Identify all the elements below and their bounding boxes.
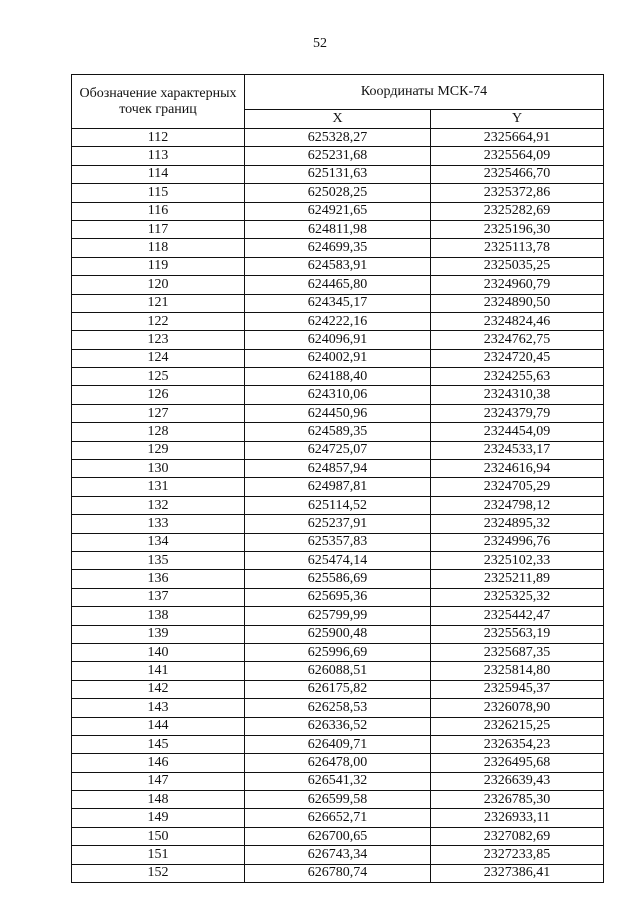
x-coordinate-cell: 624188,40 (245, 368, 431, 386)
y-coordinate-cell: 2325282,69 (431, 202, 604, 220)
table-row (72, 864, 604, 882)
table-row (72, 496, 604, 514)
table-row (72, 515, 604, 533)
x-coordinate-cell: 625586,69 (245, 570, 431, 588)
point-number-cell: 145 (72, 735, 245, 753)
point-number-cell: 124 (72, 349, 245, 367)
x-coordinate-cell: 625237,91 (245, 515, 431, 533)
y-coordinate-cell: 2326785,30 (431, 791, 604, 809)
table-row (72, 680, 604, 698)
y-coordinate-cell: 2325687,35 (431, 643, 604, 661)
point-number-cell: 117 (72, 220, 245, 238)
point-number-cell: 143 (72, 699, 245, 717)
point-number-cell: 115 (72, 184, 245, 202)
y-coordinate-cell: 2325664,91 (431, 129, 604, 147)
table-row (72, 662, 604, 680)
point-number-cell: 138 (72, 607, 245, 625)
y-coordinate-cell: 2324895,32 (431, 515, 604, 533)
x-coordinate-cell: 624699,35 (245, 239, 431, 257)
table-row (72, 312, 604, 330)
table-row (72, 827, 604, 845)
y-coordinate-cell: 2326933,11 (431, 809, 604, 827)
y-column-header: Y (431, 110, 604, 129)
y-coordinate-cell: 2324798,12 (431, 496, 604, 514)
x-coordinate-cell: 625114,52 (245, 496, 431, 514)
x-coordinate-cell: 626088,51 (245, 662, 431, 680)
table-row (72, 588, 604, 606)
x-coordinate-cell: 624450,96 (245, 404, 431, 422)
point-number-cell: 118 (72, 239, 245, 257)
table-row (72, 791, 604, 809)
x-coordinate-cell: 624583,91 (245, 257, 431, 275)
table-row (72, 460, 604, 478)
table-row (72, 147, 604, 165)
x-coordinate-cell: 626700,65 (245, 827, 431, 845)
x-coordinate-cell: 624987,81 (245, 478, 431, 496)
point-number-cell: 148 (72, 791, 245, 809)
point-number-cell: 137 (72, 588, 245, 606)
table-row (72, 184, 604, 202)
y-coordinate-cell: 2325113,78 (431, 239, 604, 257)
point-number-cell: 139 (72, 625, 245, 643)
table-row (72, 276, 604, 294)
page-number: 52 (313, 36, 327, 51)
x-coordinate-cell: 624811,98 (245, 220, 431, 238)
point-number-cell: 134 (72, 533, 245, 551)
point-number-cell: 140 (72, 643, 245, 661)
y-coordinate-cell: 2325196,30 (431, 220, 604, 238)
point-column-header: Обозначение характерных точек границ (72, 75, 245, 129)
table-row (72, 607, 604, 625)
x-coordinate-cell: 626409,71 (245, 735, 431, 753)
point-number-cell: 132 (72, 496, 245, 514)
x-coordinate-cell: 625900,48 (245, 625, 431, 643)
point-number-cell: 135 (72, 551, 245, 569)
y-coordinate-cell: 2325035,25 (431, 257, 604, 275)
table-row (72, 717, 604, 735)
table-row (72, 570, 604, 588)
table-row (72, 386, 604, 404)
coordinates-table (71, 74, 604, 883)
point-number-cell: 121 (72, 294, 245, 312)
y-coordinate-cell: 2327082,69 (431, 827, 604, 845)
point-number-cell: 147 (72, 772, 245, 790)
table-row (72, 368, 604, 386)
table-row (72, 699, 604, 717)
x-coordinate-cell: 625028,25 (245, 184, 431, 202)
x-coordinate-cell: 624725,07 (245, 441, 431, 459)
table-row (72, 809, 604, 827)
table-row (72, 625, 604, 643)
table-row (72, 754, 604, 772)
y-coordinate-cell: 2325563,19 (431, 625, 604, 643)
x-coordinate-cell: 625131,63 (245, 165, 431, 183)
point-number-cell: 150 (72, 827, 245, 845)
x-coordinate-cell: 624310,06 (245, 386, 431, 404)
table-row (72, 533, 604, 551)
x-coordinate-cell: 626541,32 (245, 772, 431, 790)
table-row (72, 404, 604, 422)
point-number-cell: 142 (72, 680, 245, 698)
point-number-cell: 136 (72, 570, 245, 588)
y-coordinate-cell: 2324996,76 (431, 533, 604, 551)
point-number-cell: 126 (72, 386, 245, 404)
x-coordinate-cell: 625799,99 (245, 607, 431, 625)
y-coordinate-cell: 2326639,43 (431, 772, 604, 790)
y-coordinate-cell: 2325325,32 (431, 588, 604, 606)
x-coordinate-cell: 625996,69 (245, 643, 431, 661)
x-coordinate-cell: 626599,58 (245, 791, 431, 809)
x-coordinate-cell: 626780,74 (245, 864, 431, 882)
x-coordinate-cell: 624465,80 (245, 276, 431, 294)
y-coordinate-cell: 2326215,25 (431, 717, 604, 735)
table-row (72, 220, 604, 238)
table-row (72, 202, 604, 220)
point-number-cell: 120 (72, 276, 245, 294)
x-coordinate-cell: 624857,94 (245, 460, 431, 478)
point-number-cell: 122 (72, 312, 245, 330)
y-coordinate-cell: 2324533,17 (431, 441, 604, 459)
y-coordinate-cell: 2325372,86 (431, 184, 604, 202)
point-number-cell: 125 (72, 368, 245, 386)
x-coordinate-cell: 624002,91 (245, 349, 431, 367)
point-number-cell: 112 (72, 129, 245, 147)
table-row (72, 257, 604, 275)
table-row (72, 423, 604, 441)
point-number-cell: 152 (72, 864, 245, 882)
table-row (72, 129, 604, 147)
point-number-cell: 113 (72, 147, 245, 165)
x-coordinate-cell: 624345,17 (245, 294, 431, 312)
y-coordinate-cell: 2325442,47 (431, 607, 604, 625)
table-row (72, 441, 604, 459)
point-number-cell: 119 (72, 257, 245, 275)
point-number-cell: 123 (72, 331, 245, 349)
point-number-cell: 146 (72, 754, 245, 772)
table-row (72, 643, 604, 661)
x-coordinate-cell: 626652,71 (245, 809, 431, 827)
x-coordinate-cell: 624222,16 (245, 312, 431, 330)
x-coordinate-cell: 625695,36 (245, 588, 431, 606)
x-coordinate-cell: 625357,83 (245, 533, 431, 551)
x-coordinate-cell: 624589,35 (245, 423, 431, 441)
table-row (72, 735, 604, 753)
point-number-cell: 133 (72, 515, 245, 533)
table-row (72, 165, 604, 183)
table-row (72, 846, 604, 864)
x-coordinate-cell: 626743,34 (245, 846, 431, 864)
y-coordinate-cell: 2324705,29 (431, 478, 604, 496)
y-coordinate-cell: 2325466,70 (431, 165, 604, 183)
x-column-header: X (245, 110, 431, 129)
x-coordinate-cell: 625231,68 (245, 147, 431, 165)
y-coordinate-cell: 2327233,85 (431, 846, 604, 864)
coordinates-column-header: Координаты МСК-74 (245, 75, 604, 110)
y-coordinate-cell: 2325102,33 (431, 551, 604, 569)
y-coordinate-cell: 2327386,41 (431, 864, 604, 882)
y-coordinate-cell: 2326495,68 (431, 754, 604, 772)
y-coordinate-cell: 2325211,89 (431, 570, 604, 588)
table-row (72, 294, 604, 312)
point-number-cell: 128 (72, 423, 245, 441)
x-coordinate-cell: 625328,27 (245, 129, 431, 147)
point-number-cell: 116 (72, 202, 245, 220)
point-number-cell: 129 (72, 441, 245, 459)
point-number-cell: 127 (72, 404, 245, 422)
x-coordinate-cell: 626336,52 (245, 717, 431, 735)
x-coordinate-cell: 624096,91 (245, 331, 431, 349)
y-coordinate-cell: 2325814,80 (431, 662, 604, 680)
y-coordinate-cell: 2324454,09 (431, 423, 604, 441)
y-coordinate-cell: 2324255,63 (431, 368, 604, 386)
point-number-cell: 144 (72, 717, 245, 735)
y-coordinate-cell: 2324762,75 (431, 331, 604, 349)
x-coordinate-cell: 624921,65 (245, 202, 431, 220)
y-coordinate-cell: 2324824,46 (431, 312, 604, 330)
y-coordinate-cell: 2326078,90 (431, 699, 604, 717)
x-coordinate-cell: 626478,00 (245, 754, 431, 772)
point-number-cell: 131 (72, 478, 245, 496)
table-row (72, 239, 604, 257)
table-row (72, 772, 604, 790)
table-row (72, 478, 604, 496)
y-coordinate-cell: 2325564,09 (431, 147, 604, 165)
y-coordinate-cell: 2324616,94 (431, 460, 604, 478)
table-row (72, 349, 604, 367)
point-number-cell: 151 (72, 846, 245, 864)
point-number-cell: 114 (72, 165, 245, 183)
y-coordinate-cell: 2326354,23 (431, 735, 604, 753)
x-coordinate-cell: 625474,14 (245, 551, 431, 569)
y-coordinate-cell: 2324310,38 (431, 386, 604, 404)
table-row (72, 551, 604, 569)
table-body (72, 129, 604, 883)
x-coordinate-cell: 626258,53 (245, 699, 431, 717)
table-row (72, 331, 604, 349)
y-coordinate-cell: 2324720,45 (431, 349, 604, 367)
y-coordinate-cell: 2325945,37 (431, 680, 604, 698)
x-coordinate-cell: 626175,82 (245, 680, 431, 698)
y-coordinate-cell: 2324890,50 (431, 294, 604, 312)
y-coordinate-cell: 2324960,79 (431, 276, 604, 294)
point-number-cell: 149 (72, 809, 245, 827)
y-coordinate-cell: 2324379,79 (431, 404, 604, 422)
point-number-cell: 141 (72, 662, 245, 680)
point-number-cell: 130 (72, 460, 245, 478)
